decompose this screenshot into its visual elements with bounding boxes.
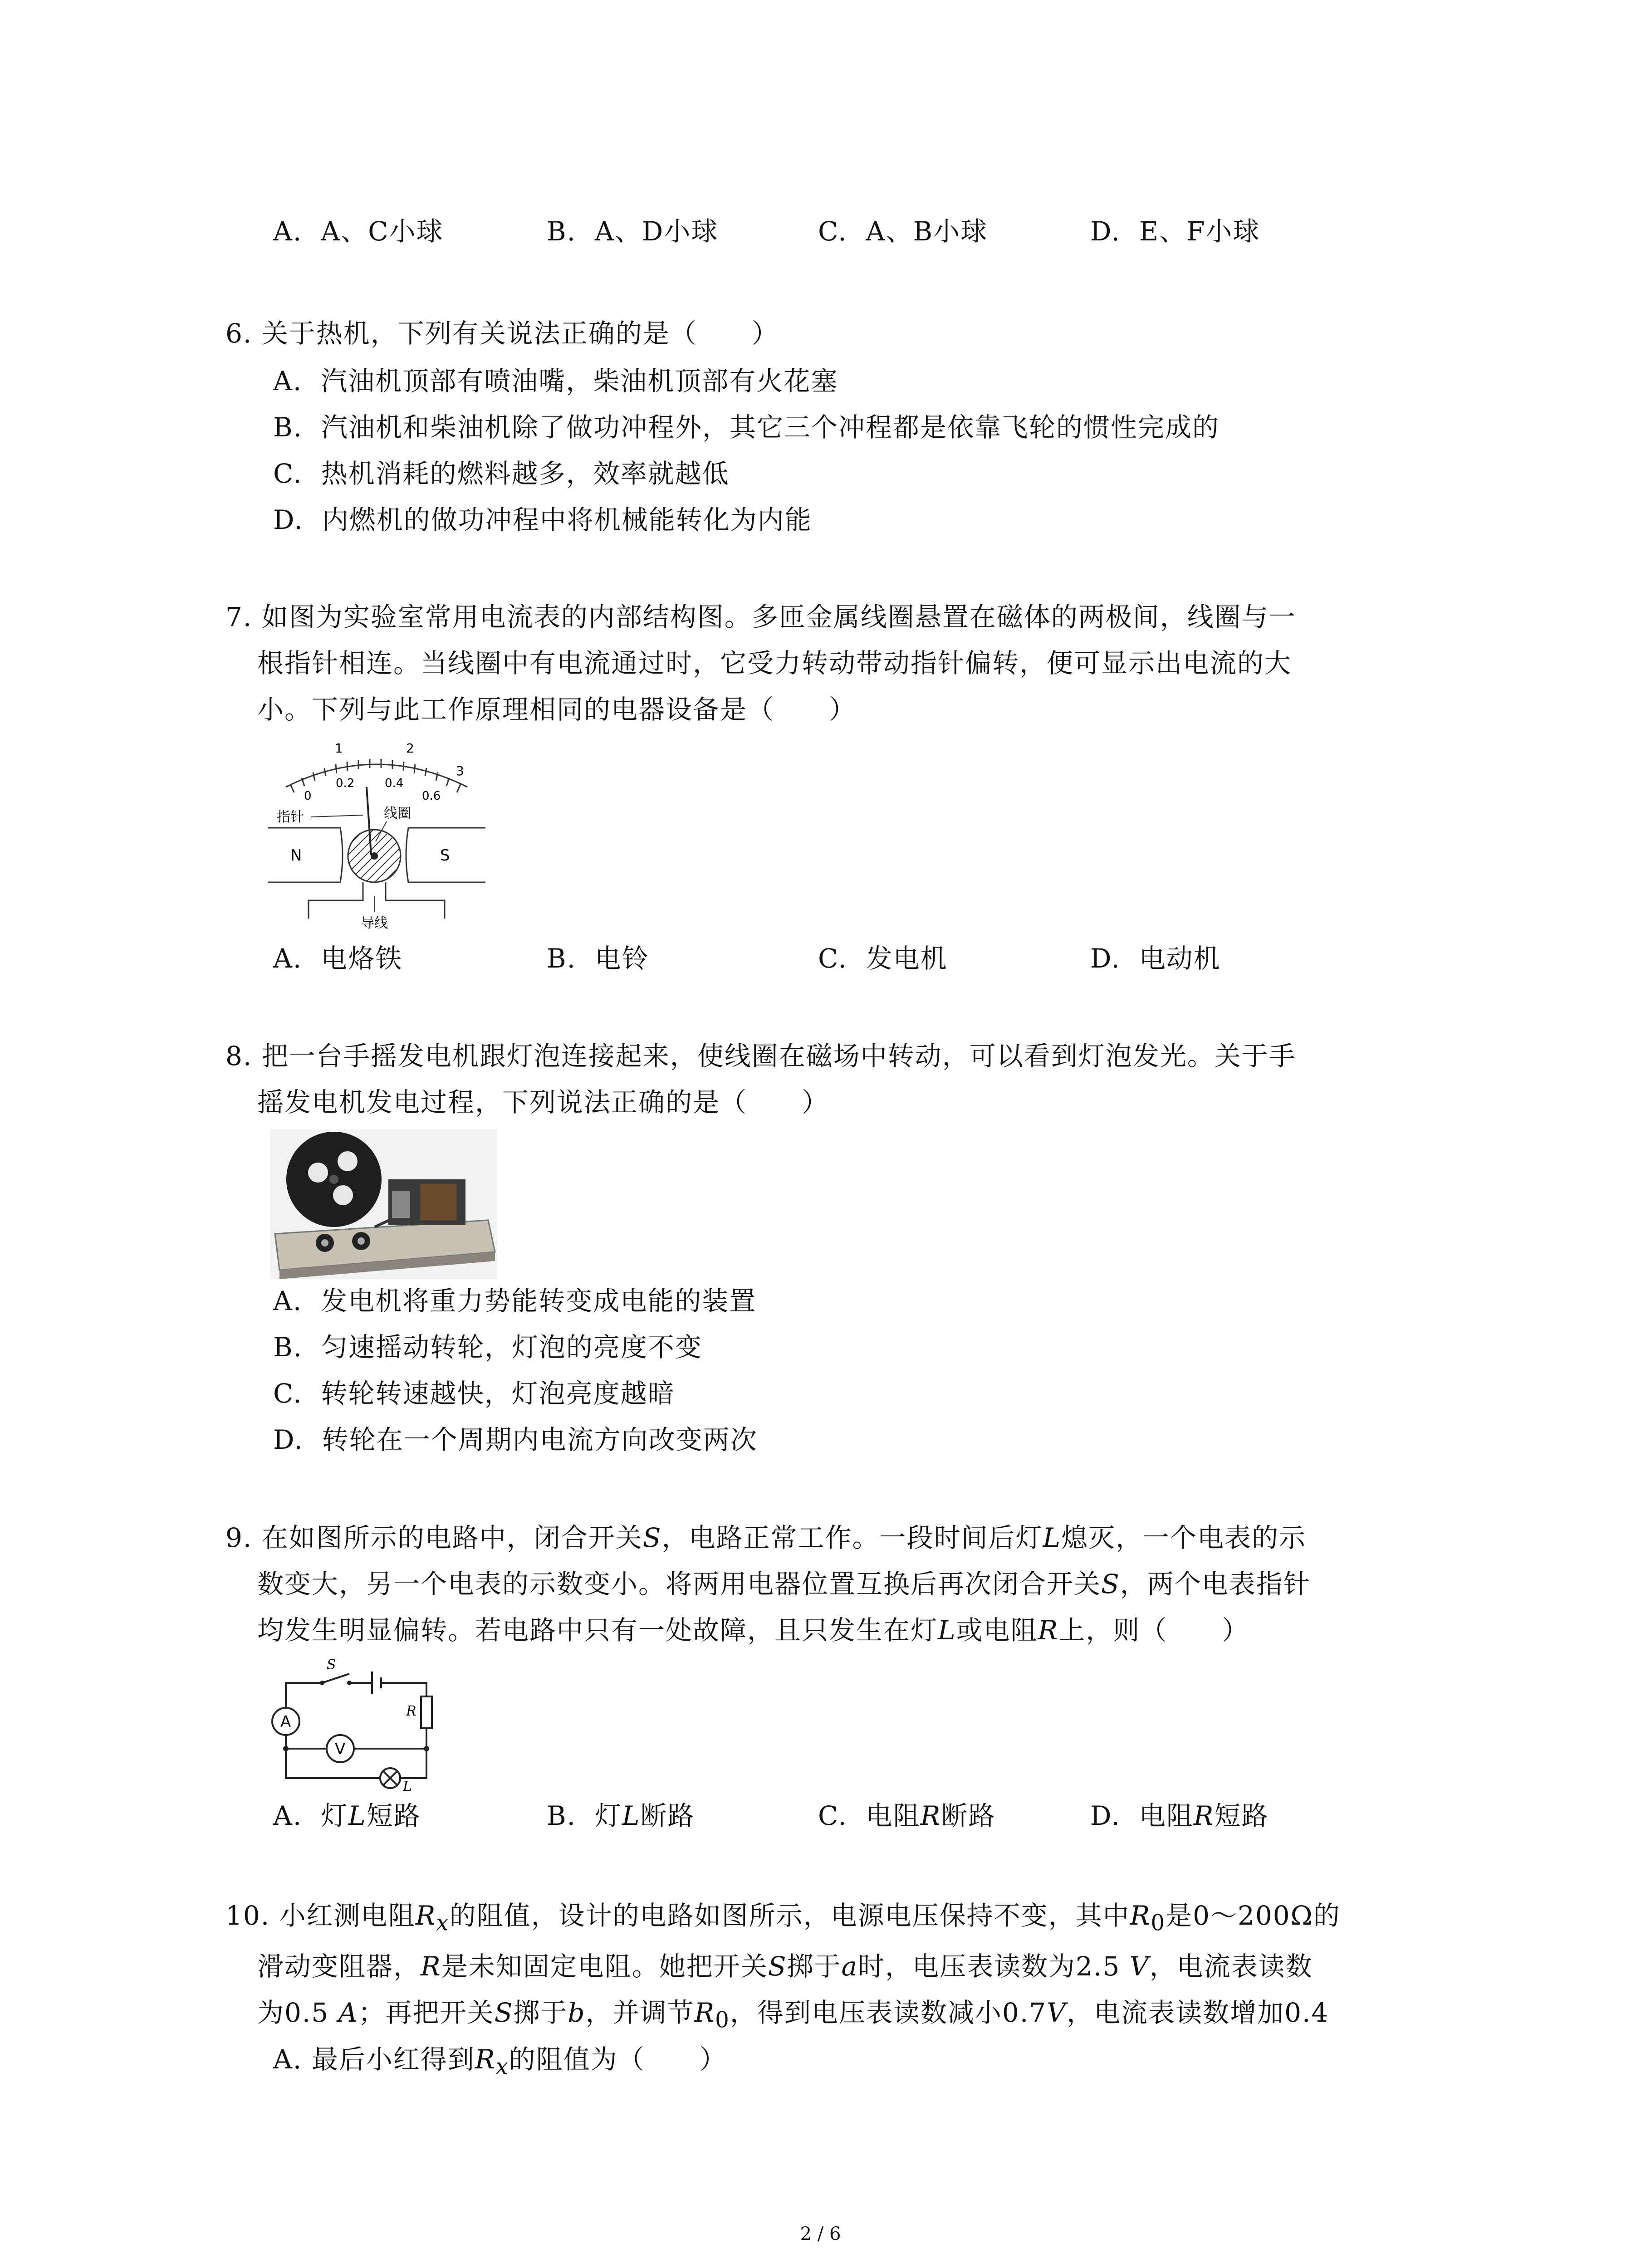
q6-option-c: C. 热机消耗的燃料越多，效率就越低 bbox=[273, 458, 730, 489]
q8-option-c: C. 转轮转速越快，灯泡亮度越暗 bbox=[273, 1378, 675, 1409]
q9-stem-line-3: 均发生明显偏转。若电路中只有一处故障，且只发生在灯L或电阻R上，则（ ） bbox=[257, 1615, 1249, 1646]
fig9-lamp-label: L bbox=[403, 1779, 412, 1792]
q9-option-d: D. 电阻R短路 bbox=[1090, 1800, 1269, 1831]
q7-stem-line-2: 根指针相连。当线圈中有电流通过时，它受力转动带动指针偏转，便可显示出电流的大 bbox=[257, 648, 1292, 679]
fig7-pointer-label: 指针 bbox=[277, 809, 304, 825]
q7-option-b: B. 电铃 bbox=[547, 943, 649, 974]
q10-stem-line-3: 为0.5 A；再把开关S掷于b，并调节$R_0$，得到电压表读数减小0.7V，电流表读数增加0.4 bbox=[257, 1997, 1329, 2033]
ammeter-structure-figure bbox=[268, 737, 485, 937]
q9-option-c: C. 电阻R断路 bbox=[818, 1800, 996, 1831]
q7-option-a: A. 电烙铁 bbox=[273, 943, 403, 974]
q6-option-b: B. 汽油机和柴油机除了做功冲程外，其它三个冲程都是依靠飞轮的惯性完成的 bbox=[273, 412, 1220, 443]
q8-option-b: B. 匀速摇动转轮，灯泡的亮度不变 bbox=[273, 1332, 702, 1363]
q9-option-a: A. 灯L短路 bbox=[273, 1800, 421, 1831]
fig9-ammeter-label: A bbox=[280, 1713, 291, 1731]
fig7-north-pole: N bbox=[290, 846, 302, 865]
fig7-scale-bot-06: 0.6 bbox=[422, 789, 441, 803]
fig9-switch-label: S bbox=[327, 1657, 336, 1673]
q8-option-d: D. 转轮在一个周期内电流方向改变两次 bbox=[273, 1424, 758, 1455]
q10-stem-line-2: 滑动变阻器，R是未知固定电阻。她把开关S掷于a时，电压表读数为2.5 V，电流表读数 bbox=[257, 1951, 1313, 1982]
q9-stem-line-2: 数变大，另一个电表的示数变小。将两用电器位置互换后再次闭合开关S，两个电表指针 bbox=[257, 1569, 1311, 1599]
fig7-wire-label: 导线 bbox=[361, 915, 388, 931]
fig7-scale-top-1: 1 bbox=[335, 741, 343, 756]
fig7-scale-end: 3 bbox=[456, 763, 464, 778]
q10-stem-line-4: A. 最后小红得到$R_x$的阻值为（ ） bbox=[273, 2044, 727, 2080]
q8-stem-line-2: 摇发电机发电过程，下列说法正确的是（ ） bbox=[257, 1087, 829, 1118]
q10-stem-line-1: 10. 小红测电阻$R_x$的阻值，设计的电路如图所示，电源电压保持不变，其中$R_0$是0～200Ω的 bbox=[225, 1900, 1341, 1936]
page-number: 2 / 6 bbox=[800, 2224, 841, 2244]
q6-option-a: A. 汽油机顶部有喷油嘴，柴油机顶部有火花塞 bbox=[273, 366, 838, 396]
q6-stem: 6. 关于热机，下列有关说法正确的是（ ） bbox=[225, 318, 779, 349]
fig7-coil-label: 线圈 bbox=[384, 806, 411, 821]
fig9-resistor-label: R bbox=[406, 1703, 416, 1719]
q7-option-c: C. 发电机 bbox=[818, 943, 948, 974]
q5-option-b: B. A、D小球 bbox=[547, 216, 719, 247]
q9-option-b: B. 灯L断路 bbox=[547, 1800, 695, 1831]
q5-option-d: D. E、F小球 bbox=[1090, 216, 1260, 247]
q9-circuit-diagram bbox=[268, 1656, 445, 1792]
q7-stem-line-3: 小。下列与此工作原理相同的电器设备是（ ） bbox=[257, 694, 857, 725]
q5-option-c: C. A、B小球 bbox=[818, 216, 988, 247]
fig9-voltmeter-label: V bbox=[335, 1740, 346, 1758]
q9-stem-line-1: 9. 在如图所示的电路中，闭合开关S，电路正常工作。一段时间后灯L熄灭，一个电表的示 bbox=[225, 1522, 1307, 1553]
q8-stem-line-1: 8. 把一台手摇发电机跟灯泡连接起来，使线圈在磁场中转动，可以看到灯泡发光。关于手 bbox=[225, 1041, 1296, 1071]
q7-option-d: D. 电动机 bbox=[1090, 943, 1221, 974]
q5-option-a: A. A、C小球 bbox=[273, 216, 444, 247]
fig7-south-pole: S bbox=[440, 846, 450, 865]
hand-crank-generator-photo bbox=[270, 1129, 497, 1279]
fig7-scale-bot-02: 0.2 bbox=[336, 777, 355, 790]
q8-option-a: A. 发电机将重力势能转变成电能的装置 bbox=[273, 1286, 757, 1316]
fig7-scale-bot-0: 0 bbox=[304, 789, 312, 803]
q6-option-d: D. 内燃机的做功冲程中将机械能转化为内能 bbox=[273, 504, 812, 535]
fig7-scale-bot-04: 0.4 bbox=[385, 777, 404, 790]
q7-stem-line-1: 7. 如图为实验室常用电流表的内部结构图。多匝金属线圈悬置在磁体的两极间，线圈与一 bbox=[225, 601, 1296, 632]
fig7-scale-top-2: 2 bbox=[406, 741, 414, 756]
